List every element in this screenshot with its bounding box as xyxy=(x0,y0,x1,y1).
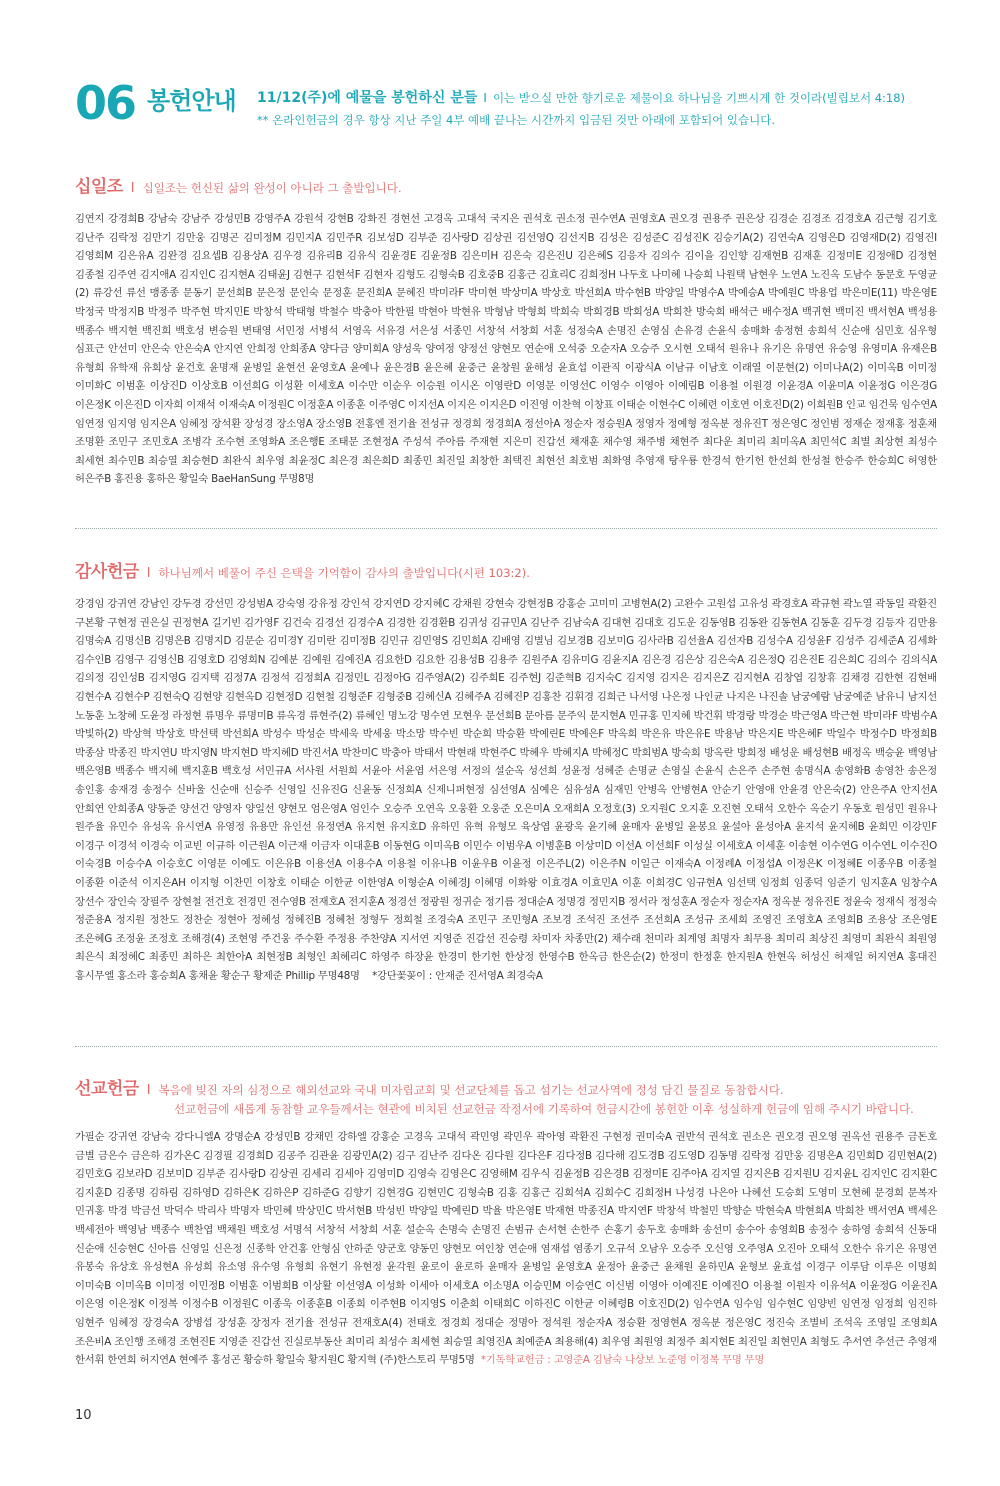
header-verse: 이는 받으실 만한 향기로운 제물이요 하나님을 기쁘시게 한 것이라(빌립보서 4:18) xyxy=(492,91,906,105)
thanks-names xyxy=(75,595,937,985)
tithe-desc: 십일조는 헌신된 삶의 완성이 아니라 그 출발입니다. xyxy=(142,181,402,195)
mission-separator: I xyxy=(146,1083,151,1098)
mission-desc-2: 선교헌금에 새롭게 동참할 교우들께서는 현관에 비치된 선교헌금 작정서에 기록하여 헌금시간에 봉헌한 이후 성실하게 헌금에 임해 주시기 바랍니다. xyxy=(174,1102,914,1116)
page-title: 봉헌안내 xyxy=(147,87,236,115)
tithe-names: 김연지 강경희B 강남숙 강남주 강성민B 강영주A 강원석 강현B 강화진 경현선 고경옥 고대석 국지은 권석호 권소정 권수연A 권영호A 권오경 권용주 권은상 김경순 김경조 김경호A 김근형 김기호 김난주 김락정 김만기 김만웅 김명곤 김미정M 김민지A 김민주R 김보성D 김부준 김사랑D 김상권 김선영Q 김선지B 김성은 김성준C 김성진K 김승기A(2) 김연숙A 김영은D 김영재D(2) 김영진I 김영희M 김은유A 김완경 김요셉B 김용상A 김우경 김유리B 김유식 김윤경E 김윤정B 김은미H 김은숙 김은진U 김은혜S 김응자 김의수 김이을 김인향 김재현B 김재훈 김정미E 김정애D 김정현 김종철 김주연 김지애A 김지인C 김지현A 김태윤J 김현구 김현석F 김현자 김형도 김형숙B 김호중B 김홍근 김효리C 김희정H 나두호 나미혜 나승희 나원택 남현우 노연A 노진옥 도남수 동문호 두영균(2) 류강선 류선 맹종종 문동기 문선희B 문은정 문인숙 문정훈 문진희A 문혜진 박미라F 박미현 박상미A 박상호 박선희A 박수현B 박양일 박영수A 박예승A 박예원C 박용업 박은미E(11) 박은영E 박정국 박정지B 박정주 박주현 박지민E 박창석 박태형 박철수 박충아 박한필 박현아 박현유 박형남 박형희 박희숙 박희경B 박희성A 박희찬 방숙희 배석근 배수정A 백귀현 백미진 백서현A 백성용 백종수 백지현 백진희 백호성 변승원 변태영 서민정 서병석 서영옥 서유경 서은성 서종민 서창석 서창희 서훈 성정숙A 손명진 손영심 손유경 손윤식 송매화 송정현 송희석 신순애 심민호 심우형 심표근 안선미 안은숙 안은숙A 안지연 안희정 안희종A 양다금 양미희A 양성욱 양여정 양정선 양현모 연순애 오석중 오순자A 오승주 오시현 오태석 원유나 유기은 유명연 유승영 유영미A 유재은B 유형희 유학재 유희상 윤건호 윤명재 윤병일 윤현선 윤영호A 윤예나 윤은경B 윤은혜 윤중근 윤창원 윤해성 윤효섭 이관직 이광식A 이남규 이남호 이래열 이문현(2) 이미나A(2) 이미옥B 이미정 이미화C 이범훈 이상진D 이상호B 이선희G 이성환 이세호A 이수만 이순우 이승원 이시온 이영란D 이영문 이영선C 이영수 이영아 이예림B 이용철 이원경 이윤경A 이윤미A 이윤정G 이은경G 이은정K 이은진D 이자희 이재석 이재숙A 이정원C 이정훈A 이종훈 이주영C 이지선A 이지은 이지은D 이진영 이찬혁 이창표 이태순 이현수C 이혜련 이호연 이호진D(2) 이희원B 인교 임건묵 임수연A 임연정 임지영 임지은A 임혜정 장석환 장성경 장소영A 장소영B 전홍엔 전기율 전성규 정경희 정경희A 정선아A 정순자 정승원A 정영자 정예형 정옥분 정유진T 정은영C 정인범 정재순 정재홍 정훈채 조명환 조민구 조민호A 조병각 조수현 조영화A 조은행E 조태문 조현정A 주성석 주아름 주재현 지은미 진갑선 채재훈 채수영 채주병 채현주 최다운 최미리 최미옥A 최민석C 최별 최상현 최성수 최세현 최수민B 최승열 최승현D 최완식 최우영 최윤정C 최은경 최은희D 최종민 최진일 최창한 최택진 최현선 최호범 최화영 추영재 탕우룡 한경석 한기헌 한선희 한성철 한승주 한승희C 허영한 허은주B 홍진용 홍하은 황일숙 BaeHanSung 무명8명 xyxy=(75,213,937,486)
mission-names xyxy=(75,1128,937,1370)
thanks-name-list: 강경임 강귀연 강남인 강두경 강선민 강성범A 강숙영 강유정 강인석 강지연D 강지혜C 강채원 강현숙 강현정B 강홍순 고미미 고병현A(2) 고완수 고원섭 고유성 곽경호A 곽규현 곽노열 곽동일 곽환진 구본황 구현정 권은실 권정현A 길기빈 김가영F 김건숙 김경선 김경수A 김경한 김경환B 김귀성 김규민A 김난주 김남숙A 김대현 김대호 김도운 김동영B 김동완 김동현A 김동훈 김두경 김등자 김만용 김명숙A 김명신B 김명은B 김명지D 김문순 김미경Y 김미란 김미정B 김민규 김민영S 김민희A 김배영 김별님 김보경B 김보미G 김사라B 김선율A 김선자B 김성수A 김성윤F 김성주 김세준A 김세화 김수인B 김영구 김영신B 김영호D 김영희N 김예분 김예원 김예진A 김요한D 김요한 김용성B 김용주 김원주A 김유미G 김윤지A 김은경 김은상 김은숙A 김은정Q 김은진E 김은희C 김의수 김의식A 김의정 김인성B 김지영G 김지택 김정7A 김정석 김정희A 김정민L 김정아G 김주영A(2) 김주희E 김주현J 김준혁B 김지숙C 김지영 김지은 김지은Z 김지현A 김창엽 김창휴 김채경 김한현 김현배 김현수A 김현수P 김현숙Q 김현양 김현옥D 김현정D 김현철 김형준F 김형중B 김혜신A 김혜주A 김혜진P 김홍찬 김휘경 김희근 나서영 나은정 나인균 나지은 나진솔 남궁예람 남궁예준 남유니 남지선 노동훈 노창혜 도윤정 라정현 류명우 류명미B 류옥경 류현주(2) 류혜인 명노강 명수연 모현우 문선희B 문아름 문주익 문지현A 민규홍 민지혜 박건휘 박경랑 박경순 박근영A 박근현 박미라F 박범수A 박빛하(2) 박상혁 박상호 박선택 박선희A 박성수 박성순 박세욱 박세웅 박소망 박수빈 박순희 박승환 박예린E 박예은F 박옥희 박은유 박은유E 박용남 박은지E 박은혜F 박일수 박정수D 박정희B 박종삼 박종진 박지연U 박지영N 박지현D 박지혜D 박진서A 박찬미C 박충아 박태서 박현래 박현주C 박혜우 박혜지A 박혜정C 박희범A 방숙희 방옥란 방희정 배성운 배성현B 배정옥 백승윤 백영남 백은영B 백종수 백지혜 백지훈B 백호성 서민규A 서사원 서원희 서윤아 서윤엽 서은영 서정의 설순옥 성선희 성윤정 성혜준 손명균 손영실 손윤식 손은주 손주현 송명식A 송영화B 송영찬 송은정 송인홍 송재경 송정수 신바울 신순애 신승주 신영일 신유진G 신윤동 신정희A 신제니퍼현정 심선영A 심예은 심유성A 심재민 안병옥 안병현A 안순기 안영애 안윤경 안은숙(2) 안은주A 안지선A 안희연 안희종A 양동준 양선건 양영자 양일선 양현모 엄은영A 엄인수 오승주 오연옥 오웅환 오웅준 오은미A 오재희A 오정호(3) 오지원C 오지훈 오진현 오태석 오한수 옥순기 우동호 원성민 원유나 원주율 유민수 유성옥 유시연A 유영정 유용만 유인선 유정연A 유지현 유지호D 유하민 유혁 유형모 육상엽 윤광욱 윤기혜 윤매자 윤병일 윤봉요 윤설아 윤성아A 윤지석 윤지혜B 윤희민 이강민F 이경구 이경석 이경숙 이교빈 이규하 이근원A 이근재 이금자 이대훈B 이동현G 이미옥B 이민수 이범우A 이병훈B 이상미D 이선A 이선희F 이성실 이세호A 이세훈 이송현 이수연G 이수연L 이수진O 이숙경B 이승수A 이승호C 이영문 이예도 이은유B 이용선A 이용수A 이용철 이유나B 이윤우B 이윤정 이은주L(2) 이은주N 이일근 이재숙A 이정례A 이정섭A 이정은K 이정혜E 이종우B 이종철 이종환 이준석 이지은AH 이지형 이찬민 이창호 이태순 이한균 이한영A 이형순A 이혜경J 이혜명 이화왕 이효경A 이효민A 이훈 이희경C 임규현A 임선택 임정희 임종덕 임준기 임지훈A 임창수A 장선수 장인숙 장필주 장현철 전건호 전경민 전수영B 전재호A 전지훈A 정경선 정광원 정귀순 정기름 정대순A 정명경 정민지B 정서라 정성훈A 정순자 정순자A 정옥분 정유진E 정윤숙 정재식 정정숙 정준용A 정지원 정찬도 정찬순 정현아 정혜성 정혜진B 정혜천 정형두 정희철 조경숙A 조민구 조민형A 조보경 조석진 조선주 조선희A 조성규 조세희 조영진 조영호A 조영희B 조용상 조은영E 조은혜G 조정윤 조정호 조해경(4) 조현영 주건웅 주수환 주정용 주찬양A 지서연 지영준 진갑선 진승령 차미자 차종만(2) 채수래 천미라 최계영 최명자 최무용 최미리 최상진 최영미 최완식 최원영 최은식 최정혜C 최종민 최하은 최한아A 최현정B 최형인 최혜리C 하영주 하장윤 한경미 한기헌 한상정 한영수B 한옥금 한은순(2) 한정미 한정훈 한지원A 한현옥 허성신 허재일 허지연A 홍대진 홍시무엘 홍소라 홍승희A 홍채윤 황순구 황제준 Phillip 무명48명 xyxy=(75,598,937,982)
thanks-header xyxy=(75,557,937,585)
altar-flowers-note: *강단꽃꽂이 : 안재준 진서영A 최경숙A xyxy=(372,969,543,982)
online-note: ** 온라인헌금의 경우 항상 지난 주일 4부 예배 끝나는 시간까지 입금된 것만 아래에 포함되어 있습니다. xyxy=(257,113,776,127)
header-separator: I xyxy=(483,90,487,105)
header-subtitle: 11/12(주)에 예물을 봉헌하신 분들 xyxy=(257,90,478,106)
thanks-desc: 하나님께서 베풀어 주신 은택을 기억함이 감사의 출발입니다(시편 103:2). xyxy=(158,566,530,580)
tithe-section xyxy=(75,172,937,489)
christian-school-note: *기독학교헌금 : 고영준A 김남숙 나상보 노준영 이정복 무명 무명 xyxy=(480,1354,765,1367)
thanks-section xyxy=(75,557,937,985)
mission-title: 선교헌금 xyxy=(75,1079,139,1099)
page-number: 10 xyxy=(75,1408,92,1423)
thanks-separator: I xyxy=(146,566,151,581)
tithe-separator: I xyxy=(130,181,135,196)
mission-desc: 복음에 빚진 자의 심정으로 해외선교와 국내 미자립교회 및 선교단체를 돕고 섬기는 선교사역에 정성 담긴 물질로 동참합시다. xyxy=(158,1083,784,1097)
tithe-title: 십일조 xyxy=(75,177,123,197)
page-header xyxy=(75,78,955,138)
divider xyxy=(75,1046,937,1047)
mission-section xyxy=(75,1074,937,1370)
tithe-header xyxy=(75,172,937,200)
section-number: 06 xyxy=(75,76,136,130)
divider xyxy=(75,528,937,529)
mission-name-list: 가필순 강귀연 강남숙 강다니엘A 강명순A 강성민B 강채민 강하엘 강홍순 고경옥 고대석 곽민영 곽민우 곽아영 곽환진 구현정 권미숙A 권반석 권석호 권소은 권오경 권오영 권옥선 권용주 금돈호 금별 금은수 금은하 김가온C 김경필 김경희D 김공주 김관윤 김광민A(2) 김구 김난주 김다온 김다원 김다은F 김다정B 김다해 김도경B 김도영D 김동명 김락정 김만웅 김명은A 김민희D 김민현A(2) 김민호G 김보라D 김보미D 김부준 김사랑D 김상권 김세리 김세아 김영미D 김영숙 김영은C 김영해M 김우식 김윤정B 김은경B 김정미E 김주아A 김지열 김지은B 김지원U 김지윤L 김지인C 김지환C 김지훈D 김종명 김하림 김하영D 김하은K 김하은P 김하준G 김향기 김현경G 김현민C 김형숙B 김홍 김홍근 김희석A 김희수C 김희정H 나성경 나은아 나혜선 도승희 도영미 모현혜 문경희 문복자 민귀홍 박경 박금선 박덕수 박리사 박명자 박민혜 박상민C 박서현B 박성빈 박양일 박예린D 박율 박은영E 박재현 박종진A 박지연F 박창석 박철민 박향순 박현숙A 박현희A 박희찬 백서연A 백세은 백세전아 백영남 백종수 백찬엽 백채원 백호성 서명석 서창석 서창희 서훈 설순옥 손명숙 손명진 손범규 손서현 손한주 손홍기 송두호 송매화 송선미 송수아 송영희B 송정수 송하영 송희석 신동대 신순애 신승현C 신아름 신영일 신은정 신종학 안건홍 안형심 안하준 양군호 양동민 양현모 여인창 연순애 염재섭 염종기 오규석 오남우 오승주 오신영 오주영A 오진아 오태석 오한수 유기은 유명연 유봉숙 유상호 유성현A 유성희 유소영 유수영 유형희 유현기 유현정 윤각원 윤로이 윤로하 윤매자 윤병일 윤영호A 윤정아 윤중근 윤채원 윤하민A 윤형보 윤효섭 이경구 이루담 이루은 이명희 이미숙B 이미옥B 이미정 이민정B 이범훈 이범희B 이상활 이선영A 이성화 이세아 이세호A 이소명A 이승민M 이승연C 이신범 이영아 이예진E 이예진O 이용철 이원자 이유석A 이윤정G 이윤진A 이은영 이은정K 이정복 이정수B 이정원C 이종욱 이종훈B 이종희 이주현B 이지영S 이춘희 이태희C 이하진C 이한균 이혜령B 이호진D(2) 임수연A 임수임 임수현C 임양빈 임연정 임정희 임진하 임현주 임혜정 장경숙A 장병섭 장성훈 장정자 전기율 전성규 전재호A(4) 전태호 정경희 정대순 정명아 정석원 정순자A 정승환 정영현A 정옥분 정은영C 정진숙 조별비 조석옥 조영일 조영희A 조은비A 조인행 조해경 조현진E 지영준 진갑선 진실로부동산 최미리 최성수 최세현 최승열 최영진A 최예준A 최용해(4) 최우영 최원영 최정주 최지현E 최진일 최현민A 최형도 추서연 추선근 추영재 한서휘 한연희 허지연A 현예주 홍성곤 황승하 황일숙 황지원C 황지혁 (주)한스토리 무명5명 xyxy=(75,1131,937,1367)
thanks-title: 감사헌금 xyxy=(75,562,139,582)
header-line xyxy=(257,88,957,108)
mission-header xyxy=(75,1074,937,1118)
